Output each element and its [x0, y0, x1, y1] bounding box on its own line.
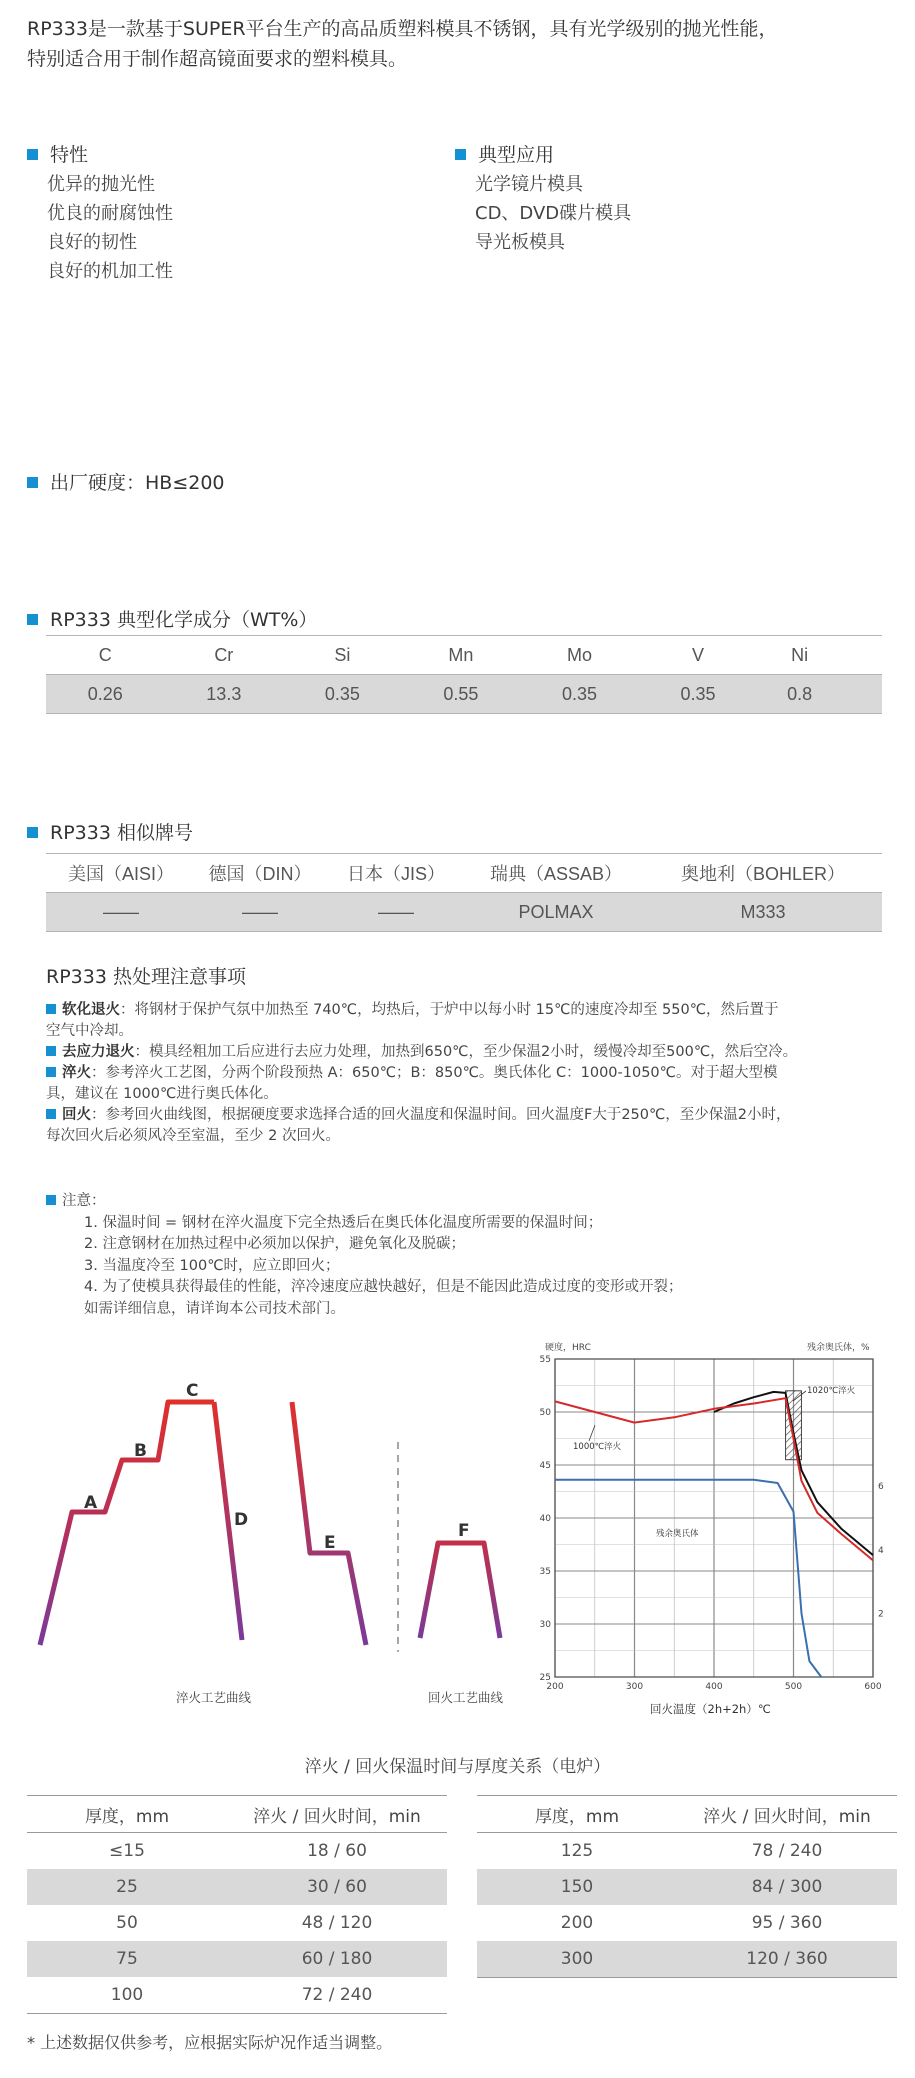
thickness-cell: 200	[560, 1913, 594, 1933]
table-row	[477, 1833, 897, 1870]
note-item: 1. 保温时间 = 钢材在淬火温度下完全热透后在奥氏体化温度所需要的保温时间；	[84, 1214, 603, 1231]
stress-relief-para: 去应力退火：模具经粗加工后应进行去应力处理，加热到650℃，至少保温2小时，缓慢冷却至500℃，然后空冷。	[46, 1042, 891, 1063]
grades-value-row	[46, 893, 882, 932]
composition-title: RP333 典型化学成分（WT%）	[27, 605, 317, 632]
time-header: 淬火 / 回火时间，min	[677, 1796, 897, 1833]
thickness-cell: 100	[27, 1977, 227, 2014]
note-item: 4. 为了使模具获得最佳的性能，淬冷速度应越快越好，但是不能因此造成过度的变形或开裂；	[84, 1279, 683, 1295]
bullet-square-icon	[27, 149, 38, 160]
x-tick-label: 300	[625, 1682, 644, 1692]
grades-header-row	[46, 854, 882, 893]
temper-curve-2	[420, 1543, 500, 1638]
chart-grid	[555, 1359, 873, 1677]
y-tick-label: 50	[539, 1408, 551, 1418]
bullet-square-icon	[46, 1109, 56, 1119]
y-tick-label: 55	[539, 1355, 551, 1365]
time-cell: 60 / 180	[227, 1941, 447, 1977]
y-tick-label: 35	[539, 1567, 551, 1577]
heat-treatment-paragraphs	[46, 1000, 891, 1147]
feature-item: 良好的机加工性	[47, 261, 173, 282]
x-tick-label: 200	[546, 1682, 564, 1692]
thickness-cell: 300	[477, 1941, 677, 1978]
feature-item: 优异的抛光性	[47, 174, 155, 195]
chart-x-label: 回火温度（2h+2h）℃	[650, 1702, 771, 1716]
applications-section	[455, 140, 631, 257]
time-cell: 48 / 120	[301, 1913, 373, 1933]
y2-tick-label: 4	[878, 1545, 884, 1556]
y2-tick-label: 2	[878, 1609, 884, 1620]
element-value: 0.35	[520, 675, 639, 714]
grade-value: ——	[196, 893, 324, 932]
process-label-e: E	[324, 1533, 336, 1553]
process-label-f: F	[458, 1521, 470, 1541]
time-cell: 72 / 240	[227, 1977, 447, 2014]
bullet-square-icon	[27, 827, 38, 838]
x-tick-label: 500	[784, 1682, 803, 1692]
element-value: 0.35	[283, 675, 402, 714]
element-header: Mo	[520, 636, 639, 675]
grades-title: RP333 相似牌号	[27, 818, 193, 845]
intro-line-2: 特别适合用于制作超高镜面要求的塑料模具。	[27, 48, 408, 70]
thickness-header-row	[477, 1796, 897, 1833]
notes-title: 注意：	[46, 1191, 682, 1213]
table-row	[27, 1905, 447, 1941]
table-row	[27, 1977, 447, 2014]
thickness-header-row	[27, 1796, 447, 1833]
features-title: 特性	[27, 140, 173, 167]
element-value: 0.35	[639, 675, 758, 714]
process-label-d: D	[234, 1510, 249, 1530]
footnote: * 上述数据仅供参考，应根据实际炉况作适当调整。	[27, 2033, 393, 2052]
grade-header: 日本（JIS）	[324, 854, 468, 893]
element-header: Si	[283, 636, 402, 675]
grades-table	[46, 853, 882, 932]
hardness-label: 出厂硬度：HB≤200	[27, 468, 225, 495]
grade-header: 美国（AISI）	[46, 854, 196, 893]
applications-title: 典型应用	[455, 140, 631, 167]
note-item: 2. 注意钢材在加热过程中必须加以保护，避免氧化及脱碳；	[84, 1236, 465, 1252]
x-tick-label: 600	[864, 1682, 882, 1692]
thickness-cell: 50	[116, 1913, 138, 1933]
annealing-para: 软化退火：将钢材于保护气氛中加热至 740℃，均热后，于炉中以每小时 15℃的速度冷却至 550℃，然后置于	[46, 1000, 891, 1021]
heat-treatment-title: RP333 热处理注意事项	[46, 966, 246, 988]
thickness-cell: ≤15	[109, 1841, 145, 1861]
bullet-square-icon	[46, 1195, 56, 1205]
note-item: 如需详细信息，请详询本公司技术部门。	[84, 1300, 345, 1317]
element-header: Cr	[165, 636, 284, 675]
table-row	[477, 1905, 897, 1941]
chart-y-label: 硬度，HRC	[545, 1343, 591, 1353]
process-label-b: B	[134, 1441, 147, 1461]
bullet-square-icon	[455, 149, 466, 160]
intro-line-1: RP333是一款基于SUPER平台生产的高品质塑料模具不锈钢，具有光学级别的抛光性能，	[27, 18, 778, 40]
grade-value: POLMAX	[468, 893, 644, 932]
chart-y2-label: 残余奥氏体，%	[807, 1343, 870, 1353]
quench-caption: 淬火工艺曲线	[176, 1690, 252, 1705]
thickness-header: 厚度，mm	[27, 1796, 227, 1833]
feature-item: 良好的韧性	[47, 232, 137, 253]
quench-para-cont: 具，建议在 1000℃进行奥氏体化。	[46, 1086, 278, 1102]
application-item: 导光板模具	[475, 232, 565, 253]
temper-curve-1	[292, 1402, 366, 1645]
tempering-chart	[525, 1335, 905, 1725]
element-value: 0.55	[402, 675, 521, 714]
intro-text	[27, 14, 897, 74]
thickness-table-title: 淬火 / 回火保温时间与厚度关系（电炉）	[304, 1757, 611, 1777]
time-cell: 78 / 240	[751, 1841, 823, 1861]
bullet-square-icon	[27, 477, 38, 488]
thickness-cell: 150	[477, 1869, 677, 1905]
element-header: V	[639, 636, 758, 675]
y-tick-label: 40	[539, 1514, 551, 1524]
element-header: C	[46, 636, 165, 675]
thickness-table-right	[477, 1795, 897, 1978]
grade-header: 奥地利（BOHLER）	[644, 854, 882, 893]
thickness-cell: 25	[27, 1869, 227, 1905]
grade-value: ——	[46, 893, 196, 932]
series-label-1000: 1000℃淬火	[573, 1442, 622, 1452]
temper-para: 回火：参考回火曲线图，根据硬度要求选择合适的回火温度和保温时间。回火温度F大于250℃，至少保温2小时，	[46, 1105, 891, 1126]
process-diagram	[0, 1350, 520, 1710]
composition-header-row	[46, 636, 882, 675]
y2-tick-label: 6	[878, 1482, 884, 1493]
time-header: 淬火 / 回火时间，min	[227, 1796, 447, 1833]
feature-item: 优良的耐腐蚀性	[47, 203, 173, 224]
spacer-cell	[842, 636, 882, 675]
spacer-cell	[842, 675, 882, 714]
series-label-1020: 1020℃淬火	[807, 1386, 856, 1396]
thickness-cell: 75	[27, 1941, 227, 1977]
thickness-cell: 125	[560, 1841, 594, 1861]
bullet-square-icon	[46, 1067, 56, 1077]
quench-curve	[40, 1402, 214, 1645]
table-row	[477, 1869, 897, 1905]
table-row	[27, 1869, 447, 1905]
grade-header: 德国（DIN）	[196, 854, 324, 893]
application-item: CD、DVD碟片模具	[475, 203, 632, 224]
bullet-square-icon	[46, 1046, 56, 1056]
element-header: Ni	[757, 636, 842, 675]
annealing-para-cont: 空气中冷却。	[46, 1023, 133, 1039]
element-value: 0.8	[757, 675, 842, 714]
time-cell: 84 / 300	[677, 1869, 897, 1905]
bullet-square-icon	[27, 614, 38, 625]
y-tick-label: 30	[539, 1620, 551, 1630]
temper-caption: 回火工艺曲线	[428, 1690, 504, 1705]
element-value: 13.3	[165, 675, 284, 714]
features-section	[27, 140, 173, 286]
x-tick-label: 400	[705, 1682, 723, 1692]
thickness-table-left	[27, 1795, 447, 2014]
process-label-c: C	[186, 1381, 199, 1401]
grade-value: ——	[324, 893, 468, 932]
time-cell: 18 / 60	[307, 1841, 367, 1861]
grade-header: 瑞典（ASSAB）	[468, 854, 644, 893]
application-item: 光学镜片模具	[475, 174, 583, 195]
table-row	[477, 1941, 897, 1978]
process-label-a: A	[84, 1493, 98, 1513]
element-header: Mn	[402, 636, 521, 675]
bullet-square-icon	[46, 1004, 56, 1014]
time-cell: 30 / 60	[227, 1869, 447, 1905]
table-row	[27, 1941, 447, 1977]
y-tick-label: 45	[539, 1461, 551, 1471]
series-label-austenite: 残余奥氏体	[656, 1529, 699, 1539]
composition-table	[46, 635, 882, 714]
notes-section	[46, 1191, 682, 1320]
thickness-header: 厚度，mm	[477, 1796, 677, 1833]
time-cell: 95 / 360	[751, 1913, 823, 1933]
table-row	[27, 1833, 447, 1870]
element-value: 0.26	[46, 675, 165, 714]
time-cell: 120 / 360	[677, 1941, 897, 1978]
y-tick-label: 25	[539, 1673, 551, 1683]
temper-para-cont: 每次回火后必须风冷至室温，至少 2 次回火。	[46, 1128, 340, 1144]
grade-value: M333	[644, 893, 882, 932]
quench-para: 淬火：参考淬火工艺图，分两个阶段预热 A：650℃；B：850℃。奥氏体化 C：1000-1050℃。对于超大型模	[46, 1063, 891, 1084]
chart-ticks	[540, 1355, 884, 1692]
composition-value-row	[46, 675, 882, 714]
note-item: 3. 当温度冷至 100℃时，应立即回火；	[84, 1257, 340, 1274]
